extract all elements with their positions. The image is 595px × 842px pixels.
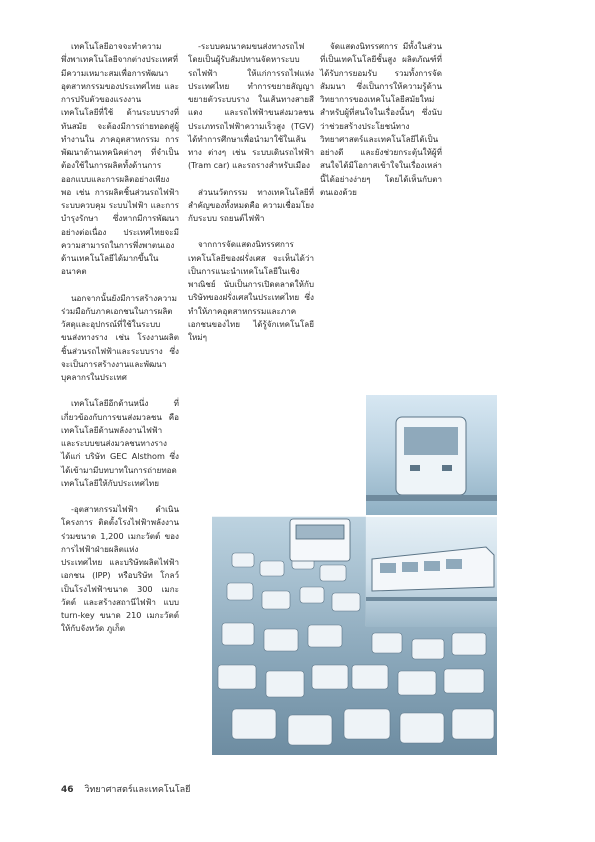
journal-title: วิทยาศาสตร์และเทคโนโลยี — [84, 785, 191, 795]
paragraph: นอกจากนั้นยังมีการสร้างความร่วมมือกับภาคเอกชนในการผลิตวัสดุและอุปกรณ์ที่ใช้ในระบบขนส่งทางราง เช่น โรงงานผลิต ชิ้นส่วนรถไฟฟ้าและระบบราง ซึ่งจะเป็นการสร้างงานและพัฒนาบุคลากรในประเทศ — [61, 292, 179, 382]
photo-collage — [212, 395, 497, 755]
paragraph: ส่วนนวัตกรรม ทางเทคโนโลยีที่สำคัญของทั้งหมดคือ ความเชื่อมโยงกับระบบ รถยนต์ไฟฟ้า — [188, 186, 314, 223]
page-footer — [61, 782, 190, 796]
article-column-1 — [61, 40, 179, 636]
article-column-2 — [188, 40, 314, 344]
paragraph: -อุตสาหกรรมไฟฟ้า ดำเนินโครงการ ติดตั้งโรงไฟฟ้าพลังงาน ร่วมขนาด 1,200 เมกะวัตต์ ของการไฟฟ้าฝ่ายผลิตแห่งประเทศไทย และบริษัทผลิตไฟฟ้าเอกชน (IPP) หรือบริษัท โกลว์ เป็นโรงไฟฟ้าขนาด 300 เมกะวัตต์ และสร้างสถานีไฟฟ้า แบบ turn-key ขนาด 210 เมกะวัตต์ ให้กับจังหวัด ภูเก็ต — [61, 504, 179, 634]
article-column-3 — [320, 40, 442, 199]
skytrain-front-photo — [366, 395, 497, 515]
train-side-photo — [366, 517, 497, 627]
paragraph: -ระบบคมนาคมขนส่งทางรถไฟ โดยเป็นผู้รับสัมปทานจัดหาระบบรถไฟฟ้า ให้แก่การรถไฟแห่งประเทศไทย ทำการขยายสัญญาขยายตัวระบบราง ในเส้นทางสายสีแดง และรถไฟฟ้าขนส่งมวลชน ประเภทรถไฟฟ้าความเร็วสูง (TGV) ได้ทำการศึกษาเพื่อนำมาใช้ในเส้นทาง ต่างๆ เช่น ระบบเดินรถไฟฟ้า (Tram car) และรถรางสำหรับเมือง — [188, 41, 314, 171]
paragraph: จัดแสดงนิทรรศการ มีทั้งในส่วนที่เป็นเทคโนโลยีชั้นสูง ผลิตภัณฑ์ที่ได้รับการยอมรับ รวมทั้งการจัดสัมมนา ซึ่งเป็นการให้ความรู้ด้านวิทยาการของเทคโนโลยีสมัยใหม่ สำหรับผู้ที่สนใจในเรื่องนั้นๆ ซึ่งนับว่าช่วยสร้างประโยชน์ทางวิทยาศาสตร์และเทคโนโลยีได้เป็นอย่างดี และยังช่วยกระตุ้นให้ผู้ที่สนใจได้มีโอกาสเข้าใจในเรื่องเหล่านี้ได้อย่างง่ายๆ โดยได้เห็นกับตาตนเองด้วย — [320, 41, 442, 197]
paragraph: เทคโนโลยีอีกด้านหนึ่ง ที่เกี่ยวข้องกับการขนส่งมวลชน คือ เทคโนโลยีด้านพลังงานไฟฟ้า และระบบขนส่งมวลชนทางราง ได้แก่ บริษัท GEC Alsthom ซึ่งได้เข้ามามีบทบาทในการถ่ายทอดเทคโนโลยีให้กับประเทศไทย — [61, 398, 179, 488]
page-number: 46 — [61, 785, 74, 795]
paragraph: เทคโนโลยีอาจจะทำความพึ่งพาเทคโนโลยีจากต่างประเทศที่มีความเหมาะสมเพื่อการพัฒนาอุตสาหกรรมของประเทศไทย และการปรับตัวของแรงงาน เทคโนโลยีที่ใช้ ด้านระบบรางที่ทันสมัย จะต้องมีการถ่ายทอดสู่ผู้ทำงานใน ภาคอุตสาหกรรม การพัฒนาด้านเทคนิคต่างๆ ที่จำเป็นต้องใช้ในการผลิตทั้งด้านการออกแบบและการผลิตอย่างเพียงพอ เช่น การผลิตชิ้นส่วนรถไฟฟ้า ระบบควบคุม ระบบไฟฟ้า และการบำรุงรักษา ซึ่งหากมีการพัฒนาอย่างต่อเนื่อง ประเทศไทยจะมีความสามารถในการพึ่งพาตนเองด้านเทคโนโลยีได้มากขึ้นในอนาคต — [61, 41, 179, 277]
paragraph: จากการจัดแสดงนิทรรศการเทคโนโลยีของฝรั่งเศส จะเห็นได้ว่าเป็นการแนะนำเทคโนโลยีในเชิงพาณิชย์ นับเป็นการเปิดตลาดให้กับบริษัทของฝรั่งเศสในประเทศไทย ซึ่งทำให้ภาคอุตสาหกรรมและภาคเอกชนของไทย ได้รู้จักเทคโนโลยีใหม่ๆ — [188, 239, 314, 342]
